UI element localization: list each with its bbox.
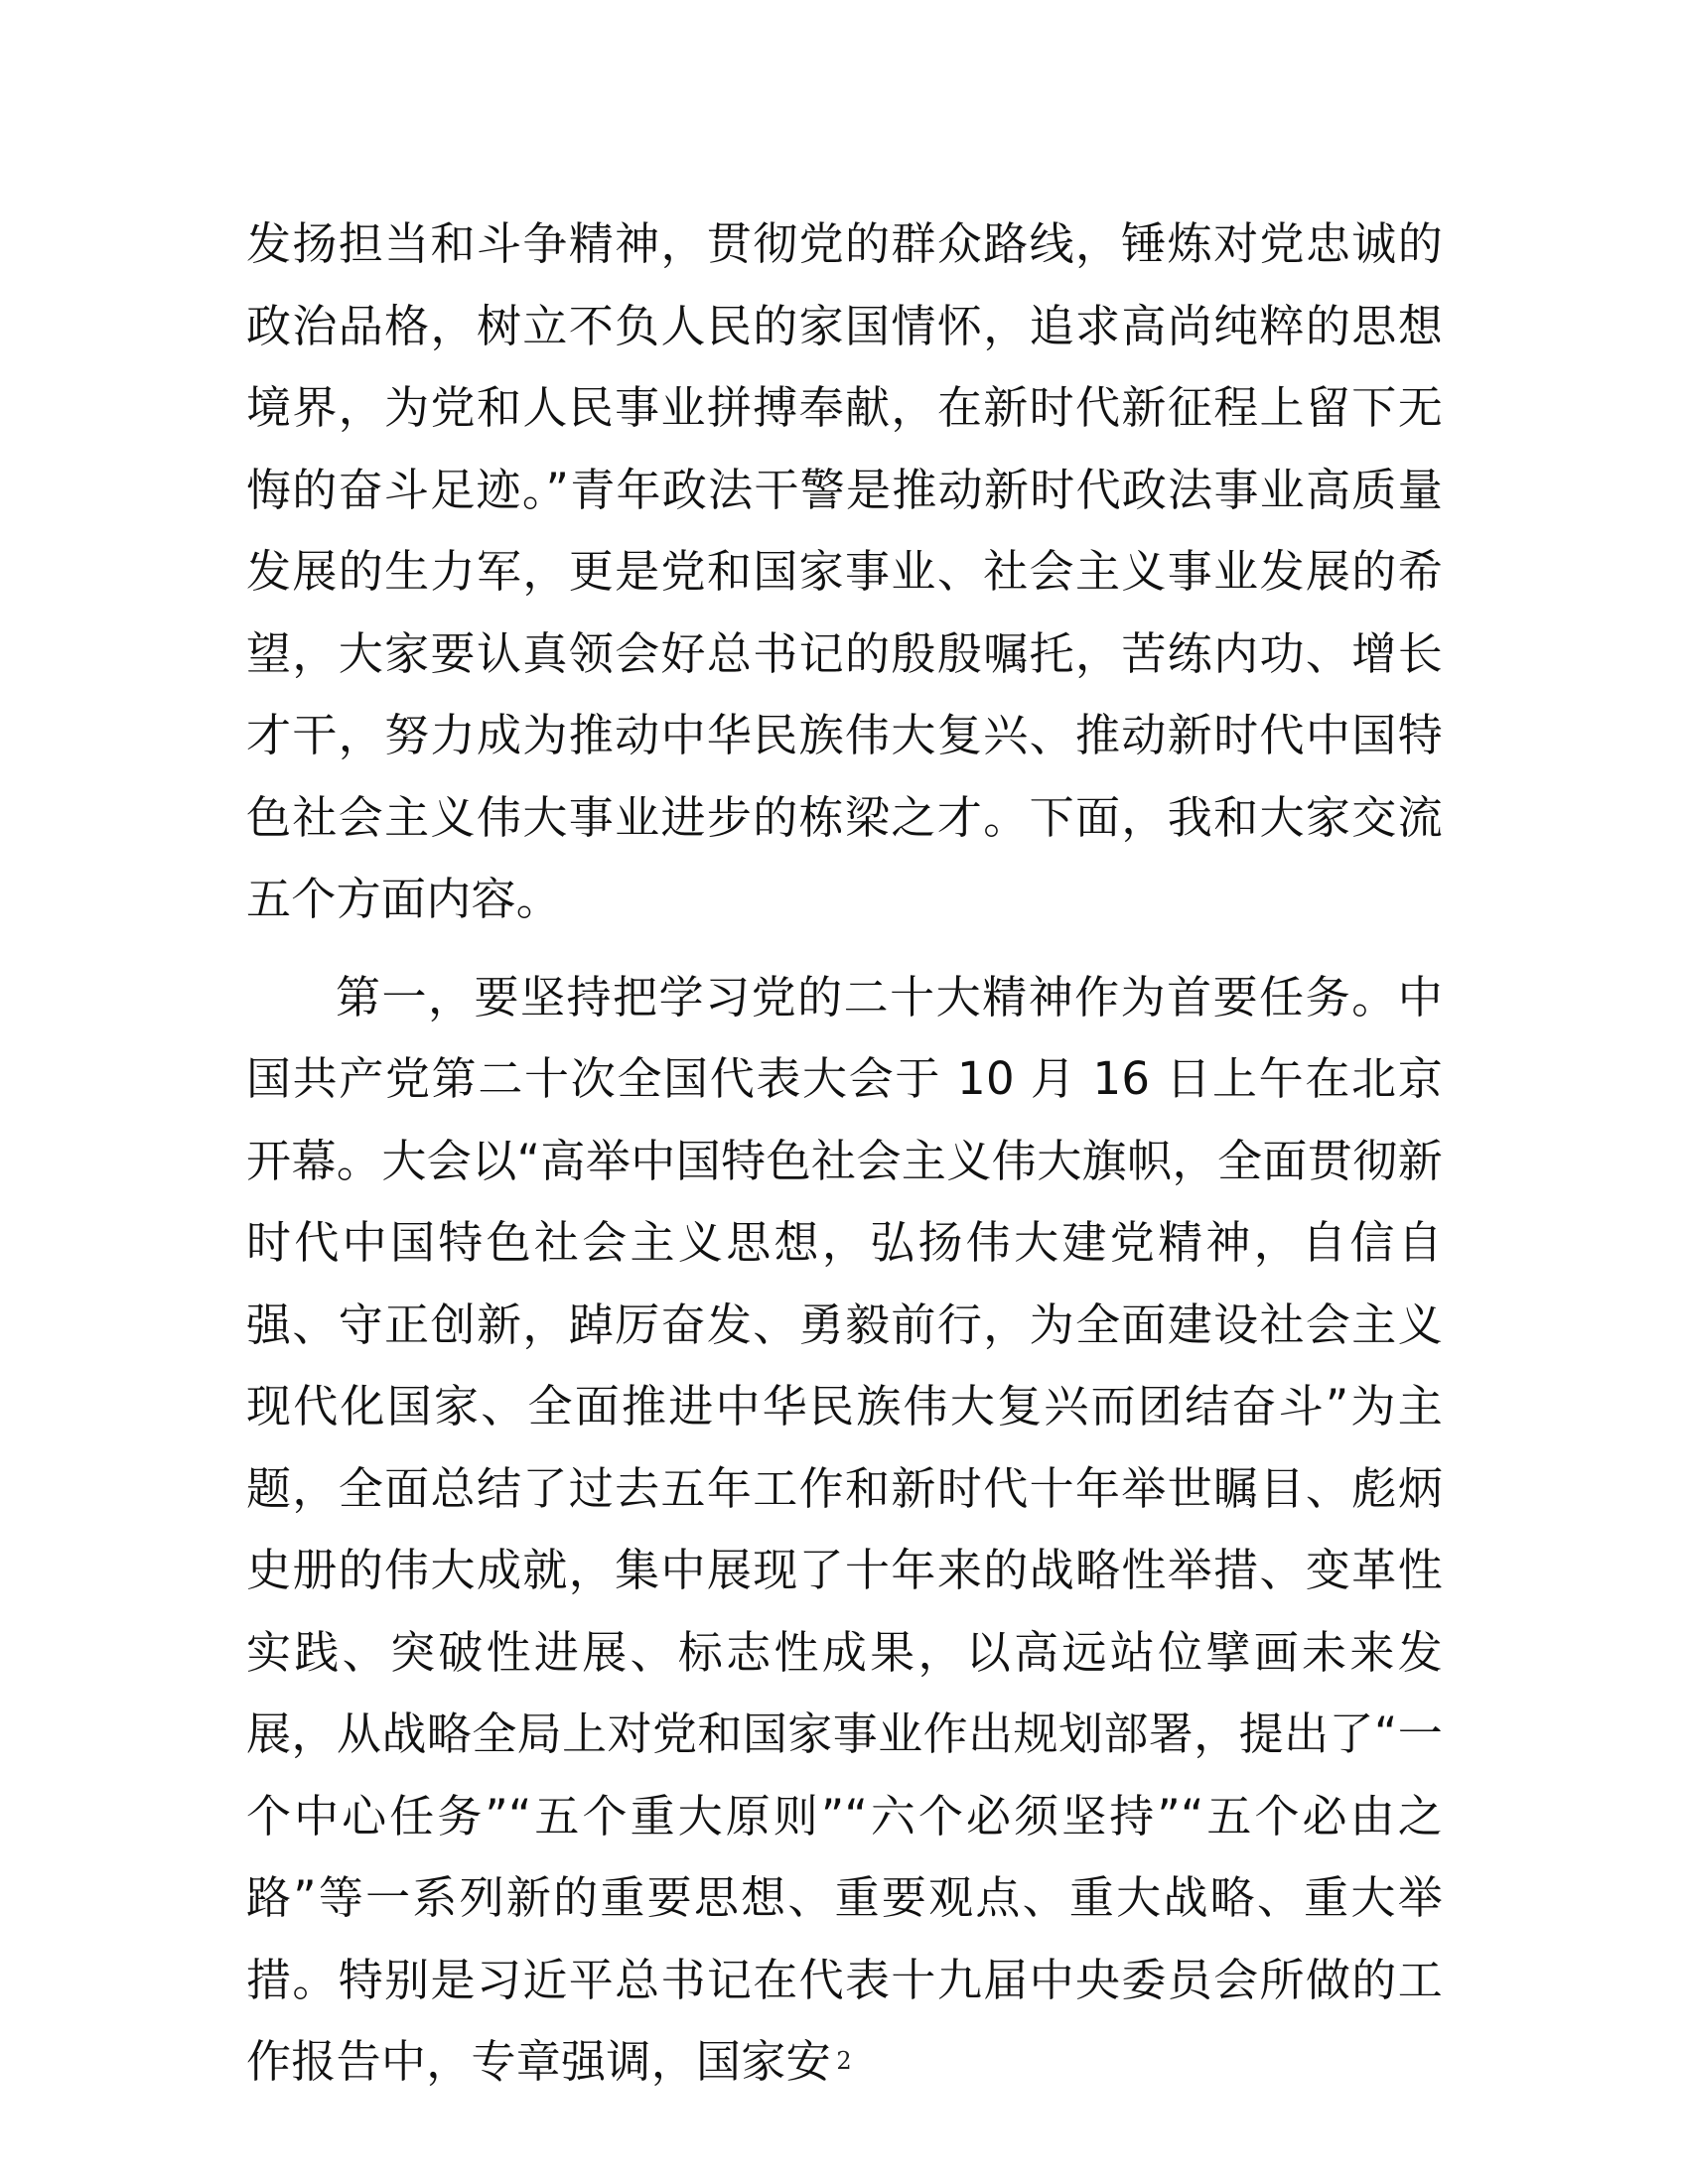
paragraph-continuation: 发扬担当和斗争精神，贯彻党的群众路线，锤炼对党忠诚的政治品格，树立不负人民的家国情怀，追求高尚纯粹的思想境界，为党和人民事业拼搏奉献，在新时代新征程上留下无悔的奋斗足迹。”青年政法干警是推动新时代政法事业高质量发展的生力军，更是党和国家事业、社会主义事业发展的希望，大家要认真领会好总书记的殷殷嘱托，苦练内功、增长才干，努力成为推动中华民族伟大复兴、推动新时代中国特色社会主义伟大事业进步的栋梁之才。下面，我和大家交流五个方面内容。 [246,217,1443,925]
paragraph-first-point: 第一，要坚持把学习党的二十大精神作为首要任务。中国共产党第二十次全国代表大会于 10 月 16 日上午在北京开幕。大会以“高举中国特色社会主义伟大旗帜，全面贯彻新时代中国特色社会主义思想，弘扬伟大建党精神，自信自强、守正创新，踔厉奋发、勇毅前行，为全面建设社会主义现代化国家、全面推进中华民族伟大复兴而团结奋斗”为主题，全面总结了过去五年工作和新时代十年举世瞩目、彪炳史册的伟大成就，集中展现了十年来的战略性举措、变革性实践、突破性进展、标志性成果，以高远站位擘画未来发展，从战略全局上对党和国家事业作出规划部署，提出了“一个中心任务”“五个重大原则”“六个必须坚持”“五个必由之路”等一系列新的重要思想、重要观点、重大战略、重大举措。特别是习近平总书记在代表十九届中央委员会所做的工作报告中，专章强调，国家安 [246,970,1443,2088]
body-text [246,204,1443,2104]
page-number: 2 [836,2047,852,2075]
